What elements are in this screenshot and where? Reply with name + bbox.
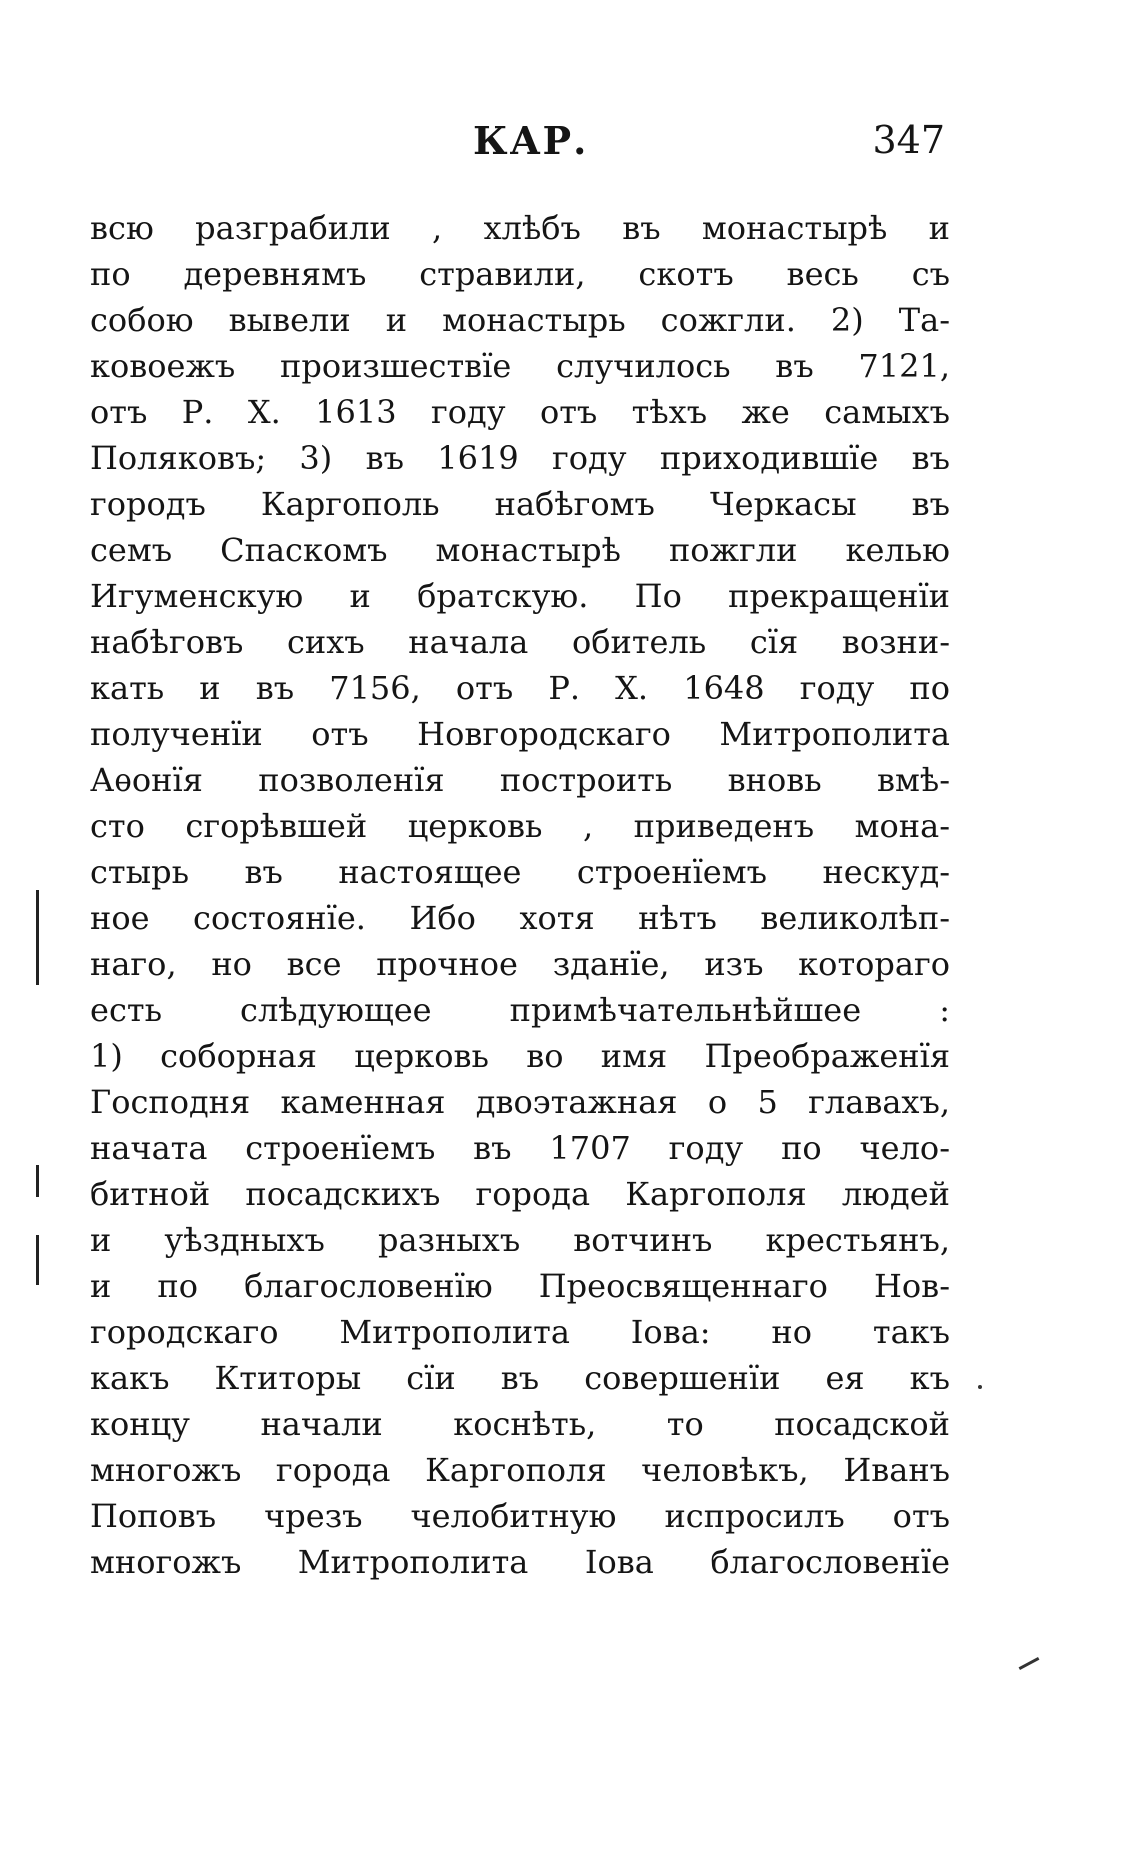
ink-speck	[978, 1385, 982, 1389]
page-number: 347	[872, 118, 945, 162]
text-line: наго, но все прочное зданїе, изъ котораго	[90, 945, 950, 983]
text-line: ное состоянїе. Ибо хотя нѣтъ великолѣп-	[90, 899, 950, 937]
text-line: городъ Каргополь набѣгомъ Черкасы въ	[90, 485, 950, 523]
text-line: кать и въ 7156, отъ Р. Х. 1648 году по	[90, 669, 950, 707]
page-header	[95, 118, 945, 178]
text-line: 1) соборная церковь во имя Преображенїя	[90, 1037, 950, 1075]
text-line: Игуменскую и братскую. По прекращенїи	[90, 577, 950, 615]
text-line: Поповъ чрезъ челобитную испросилъ отъ	[90, 1497, 950, 1535]
text-line: стырь въ настоящее строенїемъ нескуд-	[90, 853, 950, 891]
margin-line-mark	[36, 1165, 39, 1197]
text-line: отъ Р. Х. 1613 году отъ тѣхъ же самыхъ	[90, 393, 950, 431]
text-line: ковоежъ произшествїе случилось въ 7121,	[90, 347, 950, 385]
text-line: есть слѣдующее примѣчательнѣйшее :	[90, 991, 950, 1029]
text-line: всю разграбили , хлѣбъ въ монастырѣ и	[90, 209, 950, 247]
text-line: битной посадскихъ города Каргополя людей	[90, 1175, 950, 1213]
text-line: начата строенїемъ въ 1707 году по чело-	[90, 1129, 950, 1167]
body-text	[90, 205, 950, 1585]
text-line: сто сгорѣвшей церковь , приведенъ мона-	[90, 807, 950, 845]
text-line: собою вывели и монастырь сожгли. 2) Та-	[90, 301, 950, 339]
text-line: какъ Ктиторы сїи въ совершенїи ея къ	[90, 1359, 950, 1397]
text-line: Поляковъ; 3) въ 1619 году приходившїе въ	[90, 439, 950, 477]
running-head: КАР.	[473, 118, 589, 163]
text-line: полученїи отъ Новгородскаго Митрополита	[90, 715, 950, 753]
text-line: городскаго Митрополита Іова: но такъ	[90, 1313, 950, 1351]
margin-line-mark	[36, 890, 39, 985]
text-line: и уѣздныхъ разныхъ вотчинъ крестьянъ,	[90, 1221, 950, 1259]
margin-line-mark	[36, 1235, 39, 1285]
text-line: концу начали коснѣть, то посадской	[90, 1405, 950, 1443]
text-line: многожъ Митрополита Іова благословенїе	[90, 1543, 950, 1581]
text-line: Господня каменная двоэтажная о 5 главахъ,	[90, 1083, 950, 1121]
text-line: Аѳонїя позволенїя построить вновь вмѣ-	[90, 761, 950, 799]
text-line: семъ Спаскомъ монастырѣ пожгли келью	[90, 531, 950, 569]
margin-tick-mark	[1019, 1657, 1040, 1670]
text-line: многожъ города Каргополя человѣкъ, Иванъ	[90, 1451, 950, 1489]
text-line: и по благословенїю Преосвященнаго Нов-	[90, 1267, 950, 1305]
text-line: по деревнямъ стравили, скотъ весь съ	[90, 255, 950, 293]
text-line: набѣговъ сихъ начала обитель сїя возни-	[90, 623, 950, 661]
